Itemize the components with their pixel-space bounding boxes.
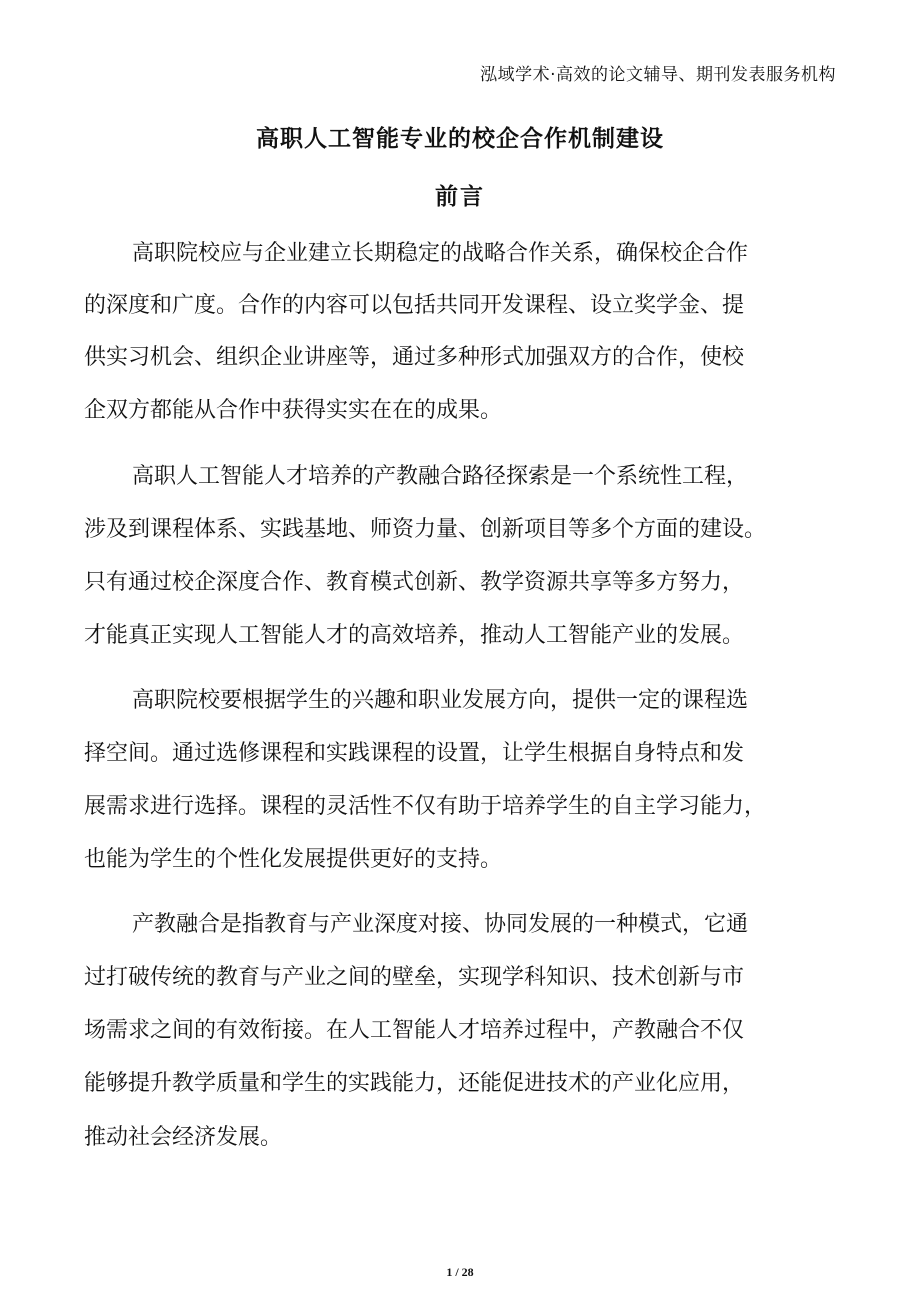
text-line: 择空间。通过选修课程和实践课程的设置，让学生根据自身特点和发 (84, 741, 745, 766)
text-line: 场需求之间的有效衔接。在人工智能人才培养过程中，产教融合不仅 (84, 1018, 745, 1043)
section-heading-preface: 前言 (435, 184, 485, 210)
page-header: 泓域学术·高效的论文辅导、期刊发表服务机构 (480, 65, 836, 85)
text-line: 供实习机会、组织企业讲座等，通过多种形式加强双方的合作，使校 (84, 345, 745, 370)
page-number: 1 / 28 (446, 1265, 474, 1279)
text-line: 也能为学生的个性化发展提供更好的支持。 (84, 847, 503, 872)
text-line: 能够提升教学质量和学生的实践能力，还能促进技术的产业化应用， (84, 1071, 745, 1096)
text-line: 高职院校应与企业建立长期稳定的战略合作关系，确保校企合作 (132, 241, 749, 266)
text-line: 企双方都能从合作中获得实实在在的成果。 (84, 398, 503, 423)
text-line: 涉及到课程体系、实践基地、师资力量、创新项目等多个方面的建设。 (84, 517, 767, 542)
text-line: 的深度和广度。合作的内容可以包括共同开发课程、设立奖学金、提 (84, 293, 745, 318)
text-line: 产教融合是指教育与产业深度对接、协同发展的一种模式，它通 (132, 912, 749, 937)
text-line: 高职院校要根据学生的兴趣和职业发展方向，提供一定的课程选 (132, 688, 749, 713)
text-line: 高职人工智能人才培养的产教融合路径探索是一个系统性工程， (132, 464, 749, 489)
text-line: 才能真正实现人工智能人才的高效培养，推动人工智能产业的发展。 (84, 623, 745, 648)
text-line: 推动社会经济发展。 (84, 1125, 283, 1150)
document-title: 高职人工智能专业的校企合作机制建设 (256, 126, 664, 152)
text-line: 过打破传统的教育与产业之间的壁垒，实现学科知识、技术创新与市 (84, 965, 745, 990)
text-line: 只有通过校企深度合作、教育模式创新、教学资源共享等多方努力， (84, 570, 745, 595)
text-line: 展需求进行选择。课程的灵活性不仅有助于培养学生的自主学习能力， (84, 794, 767, 819)
